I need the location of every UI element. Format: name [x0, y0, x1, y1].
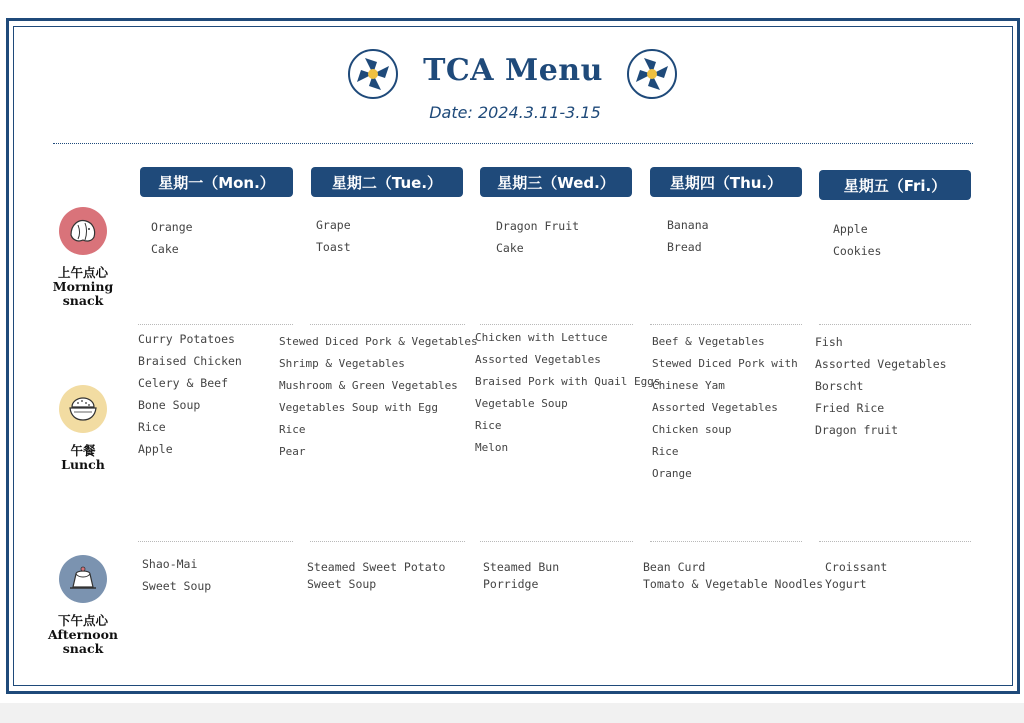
page-title: TCA Menu: [423, 53, 603, 88]
meal-label-en: Afternoon: [47, 627, 119, 642]
menu-cell-morning-mon: [151, 216, 193, 260]
row-divider: [650, 324, 802, 325]
meal-label-zh: 下午点心: [57, 613, 108, 628]
header-divider: [53, 143, 973, 144]
meal-label-afternoon: [38, 614, 128, 656]
day-header-mon: 星期一（Mon.）: [140, 167, 293, 197]
menu-cell-morning-fri: [833, 218, 881, 262]
menu-cell-lunch-mon: [138, 328, 242, 460]
menu-cell-morning-tue: [316, 214, 351, 258]
day-header-tue: 星期二（Tue.）: [311, 167, 463, 197]
menu-item: Pear: [279, 445, 306, 458]
menu-item: Toast: [316, 240, 351, 254]
menu-cell-afternoon-tue: [307, 559, 445, 593]
menu-item: Shrimp & Vegetables: [279, 357, 405, 370]
menu-item: Dragon Fruit: [496, 219, 580, 233]
menu-item: Bread: [667, 240, 702, 254]
meal-label-morning: [38, 266, 128, 308]
menu-item: Chicken with Lettuce: [475, 331, 608, 344]
menu-cell-afternoon-wed: [483, 559, 559, 593]
menu-item: Bone Soup: [138, 398, 201, 412]
menu-cell-morning-thu: [667, 214, 709, 258]
menu-item: Assorted Vegetables: [815, 357, 947, 371]
menu-item: Mushroom & Green Vegetables: [279, 379, 458, 392]
menu-cell-afternoon-fri: [825, 559, 887, 593]
meal-label-lunch: [38, 444, 128, 472]
menu-item: Orange: [151, 220, 193, 234]
menu-item: Apple: [833, 222, 868, 236]
menu-item: Cake: [496, 241, 524, 255]
menu-item: Beef & Vegetables: [652, 335, 765, 348]
meal-label-zh: 上午点心: [57, 265, 108, 280]
row-divider: [650, 541, 802, 542]
row-divider: [138, 324, 293, 325]
meal-label-en: snack: [62, 293, 104, 308]
croissant-icon: [59, 207, 107, 255]
meal-label-zh: 午餐: [70, 443, 96, 458]
day-header-wed: 星期三（Wed.）: [480, 167, 632, 197]
menu-item: Cookies: [833, 244, 882, 258]
menu-item: Braised Pork with Quail Eggs: [475, 375, 661, 388]
menu-item: Sweet Soup: [307, 577, 377, 591]
rice-bowl-icon: [59, 385, 107, 433]
menu-item: Stewed Diced Pork with: [652, 357, 798, 370]
menu-item: Assorted Vegetables: [652, 401, 778, 414]
menu-item: Steamed Sweet Potato: [307, 560, 446, 574]
row-divider: [310, 541, 465, 542]
row-divider: [819, 324, 971, 325]
menu-cell-afternoon-thu: [643, 559, 823, 593]
meal-label-en: snack: [62, 641, 104, 656]
page-bottom-band: [0, 703, 1024, 723]
row-divider: [138, 541, 293, 542]
menu-item: Croissant: [825, 560, 888, 574]
menu-cell-lunch-fri: [815, 331, 947, 441]
menu-item: Orange: [652, 467, 692, 480]
menu-item: Yogurt: [825, 577, 867, 591]
menu-item: Steamed Bun: [483, 560, 560, 574]
menu-cell-lunch-tue: [279, 331, 478, 463]
menu-item: Chicken soup: [652, 423, 732, 436]
menu-item: Grape: [316, 218, 351, 232]
menu-item: Vegetables Soup with Egg: [279, 401, 438, 414]
menu-item: Rice: [279, 423, 306, 436]
day-header-thu: 星期四（Thu.）: [650, 167, 802, 197]
row-divider: [480, 324, 633, 325]
menu-item: Sweet Soup: [142, 579, 212, 593]
menu-item: Rice: [138, 420, 166, 434]
menu-date: Date: 2024.3.11-3.15: [429, 103, 601, 122]
menu-item: Curry Potatoes: [138, 332, 235, 346]
menu-item: Shao-Mai: [142, 557, 198, 571]
row-divider: [819, 541, 971, 542]
menu-item: Cake: [151, 242, 179, 256]
menu-item: Dragon fruit: [815, 423, 899, 437]
menu-cell-lunch-wed: [475, 327, 660, 459]
menu-item: Vegetable Soup: [475, 397, 568, 410]
pudding-icon: [59, 555, 107, 603]
menu-item: Rice: [475, 419, 502, 432]
menu-item: Bean Curd: [643, 560, 706, 574]
menu-item: Borscht: [815, 379, 864, 393]
menu-item: Porridge: [483, 577, 539, 591]
pinwheel-logo-icon: [626, 48, 678, 100]
meal-label-en: Morning: [52, 279, 114, 294]
menu-cell-afternoon-mon: [142, 553, 211, 597]
menu-item: Tomato & Vegetable Noodles: [643, 577, 824, 591]
menu-item: Banana: [667, 218, 709, 232]
menu-item: Stewed Diced Pork & Vegetables: [279, 335, 478, 348]
menu-item: Fried Rice: [815, 401, 885, 415]
menu-item: Celery & Beef: [138, 376, 229, 390]
menu-item: Fish: [815, 335, 843, 349]
day-header-fri: 星期五（Fri.）: [819, 170, 971, 200]
menu-cell-lunch-thu: [652, 331, 798, 485]
menu-item: Braised Chicken: [138, 354, 242, 368]
menu-item: Assorted Vegetables: [475, 353, 601, 366]
row-divider: [480, 541, 633, 542]
menu-item: Rice: [652, 445, 679, 458]
pinwheel-logo-icon: [347, 48, 399, 100]
menu-item: Apple: [138, 442, 173, 456]
row-divider: [310, 324, 465, 325]
meal-label-en: Lunch: [61, 457, 105, 472]
menu-item: Chinese Yam: [652, 379, 725, 392]
menu-cell-morning-wed: [496, 215, 579, 259]
menu-item: Melon: [475, 441, 509, 454]
